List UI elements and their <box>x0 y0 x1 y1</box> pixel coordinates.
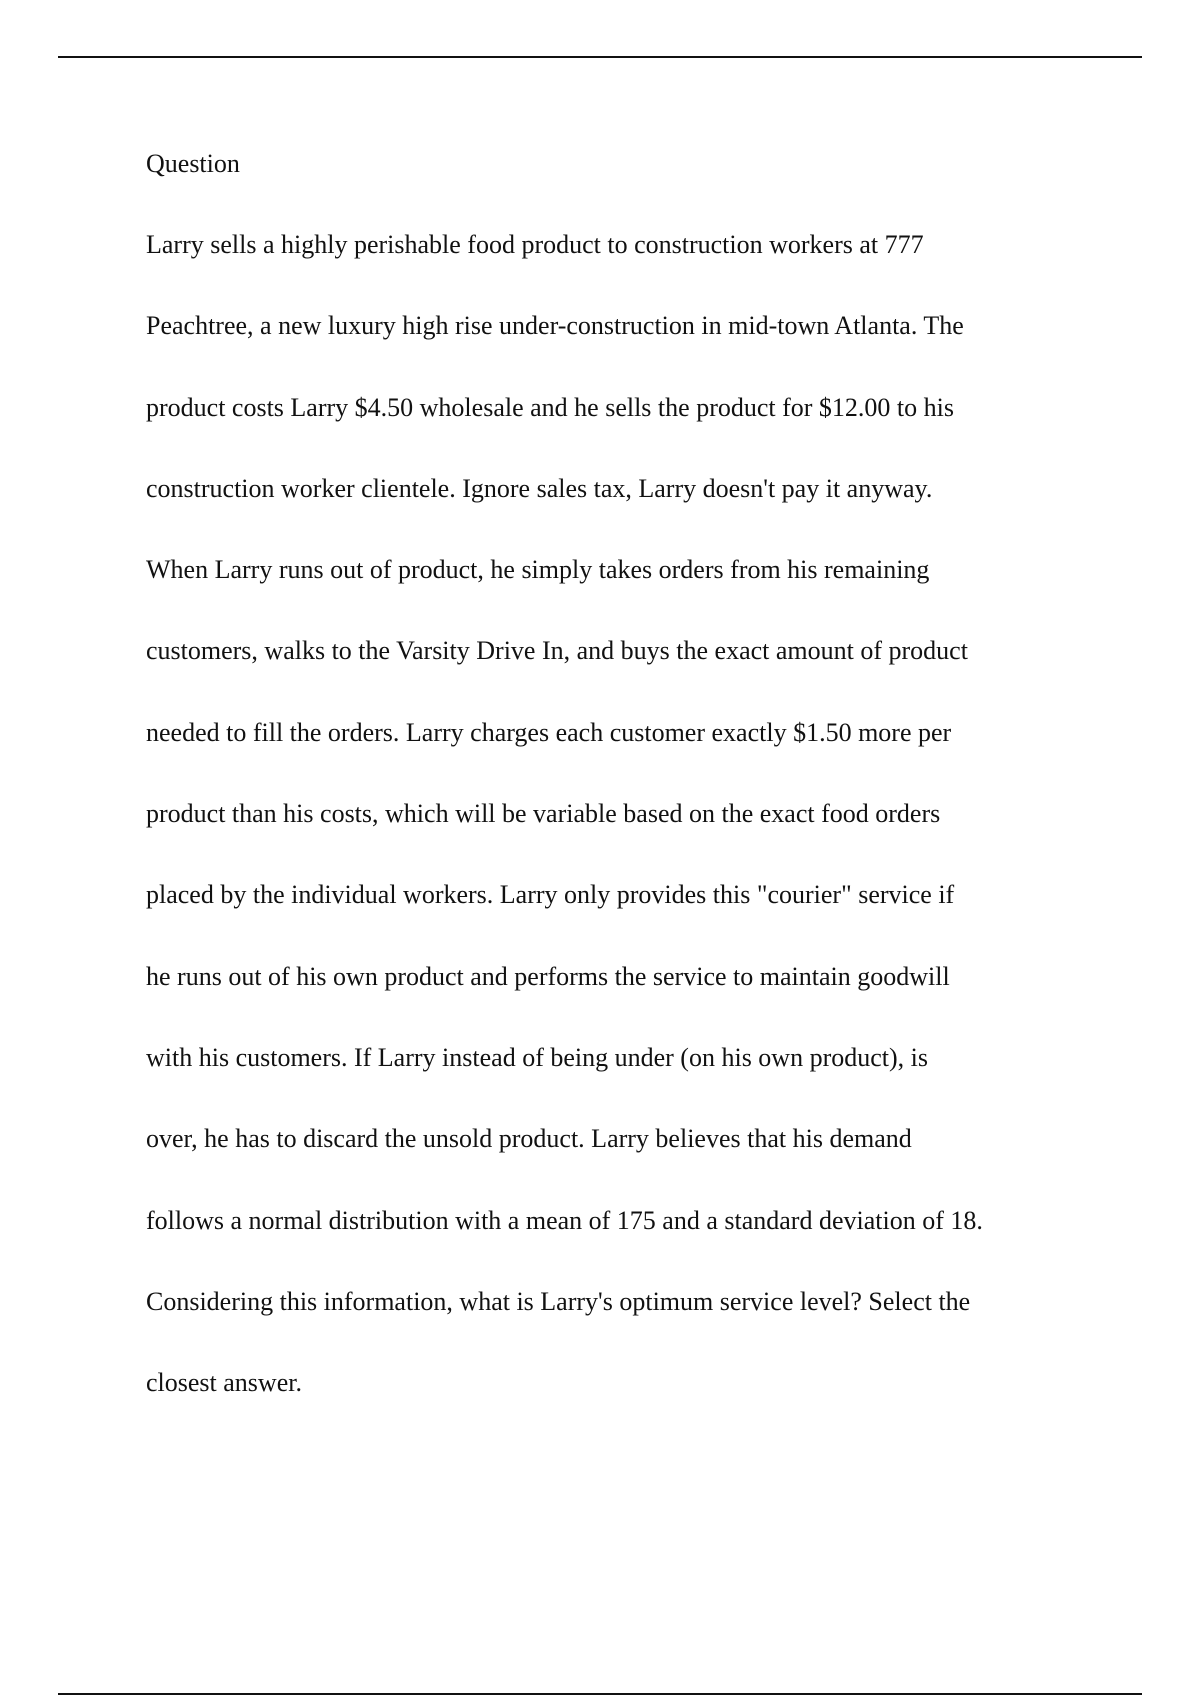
text-line: he runs out of his own product and performs the service to maintain goodwill <box>146 961 950 991</box>
text-line: Larry sells a highly perishable food product to construction workers at 777 <box>146 230 924 259</box>
text-line: needed to fill the orders. Larry charges each customer exactly $1.50 more per <box>146 717 952 747</box>
text-line: closest answer. <box>146 1368 302 1398</box>
question-heading: Question <box>146 149 240 178</box>
text-line: over, he has to discard the unsold product. Larry believes that his demand <box>146 1124 912 1154</box>
top-divider <box>58 56 1142 58</box>
question-text <box>146 217 1086 1436</box>
text-line: Peachtree, a new luxury high rise under-construction in mid-town Atlanta. The <box>146 311 964 341</box>
text-line: with his customers. If Larry instead of being under (on his own product), is <box>146 1042 929 1072</box>
text-line: When Larry runs out of product, he simply takes orders from his remaining <box>146 555 930 585</box>
text-line: placed by the individual workers. Larry only provides this "courier" service if <box>146 880 955 910</box>
bottom-divider <box>58 1693 1142 1695</box>
text-line: product than his costs, which will be variable based on the exact food orders <box>146 799 941 829</box>
text-line: Considering this information, what is Larry's optimum service level? Select the <box>146 1286 971 1316</box>
text-line: follows a normal distribution with a mean of 175 and a standard deviation of 18. <box>146 1205 983 1235</box>
document-body <box>146 136 1086 1436</box>
text-line: construction worker clientele. Ignore sales tax, Larry doesn't pay it anyway. <box>146 473 933 503</box>
text-line: customers, walks to the Varsity Drive In, and buys the exact amount of product <box>146 636 968 666</box>
text-line: product costs Larry $4.50 wholesale and he sells the product for $12.00 to his <box>146 392 954 422</box>
